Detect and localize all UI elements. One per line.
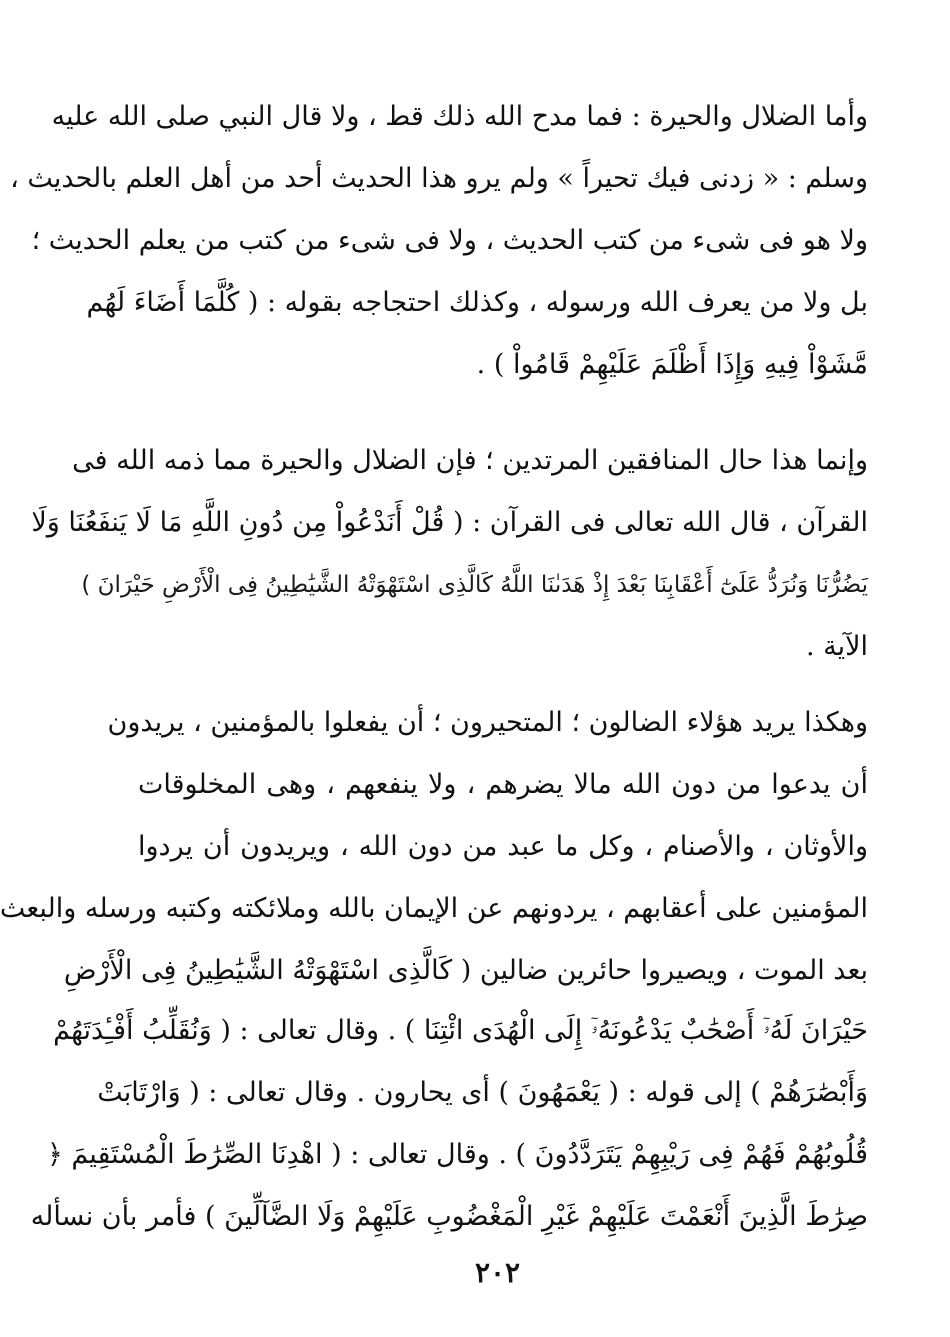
paragraph-1-line-1: وأما الضلال والحيرة : فما مدح الله ذلك قط ، ولا قال النبي صلى الله عليه xyxy=(51,101,868,132)
paragraph-2-line-4: الآية . xyxy=(805,631,868,662)
paragraph-4-line-4: صِرَٰطَ الَّذِينَ أَنْعَمْتَ عَلَيْهِمْ غَيْرِ الْمَغْضُوبِ عَلَيْهِمْ وَلَا الضَّآلِّينَ ) فأمر بأن نسأله xyxy=(30,1201,868,1232)
paragraph-3-line-1: وهكذا يريد هؤلاء الضالون ؛ المتحيرون ؛ أن يفعلوا بالمؤمنين ، يريدون xyxy=(107,707,868,738)
paragraph-2-line-1: وإنما هذا حال المنافقين المرتدين ؛ فإن الضلال والحيرة مما ذمه الله فى xyxy=(72,445,868,476)
paragraph-3-line-4: المؤمنين على أعقابهم ، يردونهم عن الإيمان بالله وملائكته وكتبه ورسله والبعث xyxy=(0,893,868,924)
paragraph-1-line-3: ولا هو فى شىء من كتب الحديث ، ولا فى شىء من كتب من يعلم الحديث ؛ xyxy=(31,225,868,256)
page-number: ٢٠٢ xyxy=(474,1256,521,1289)
paragraph-2-line-2: القرآن ، قال الله تعالى فى القرآن : ( قُلْ أَنَدْعُواْ مِن دُونِ اللَّهِ مَا لَا يَنفَعُنَا وَلَا xyxy=(31,507,868,538)
paragraph-1 xyxy=(10,86,868,396)
paragraph-3-line-2: أن يدعوا من دون الله مالا يضرهم ، ولا ينفعهم ، وهى المخلوقات xyxy=(138,769,868,800)
paragraph-1-line-5: مَّشَوْاْ فِيهِ وَإِذَا أَظْلَمَ عَلَيْهِمْ قَامُواْ ) . xyxy=(476,349,868,380)
paragraph-3-line-5: بعد الموت ، ويصيروا حائرين ضالين ( كَالَّذِى اسْتَهْوَتْهُ الشَّيَٰطِينُ فِى الْأَرْضِ xyxy=(63,955,868,986)
paragraph-1-line-2: وسلم : « زدنى فيك تحيراً » ولم يرو هذا الحديث أحد من أهل العلم بالحديث ، xyxy=(10,163,868,194)
paragraph-4 xyxy=(30,1000,868,1248)
paragraph-3 xyxy=(0,692,868,1002)
paragraph-2 xyxy=(31,430,868,678)
paragraph-1-line-4: بل ولا من يعرف الله ورسوله ، وكذلك احتجاجه بقوله : ( كُلَّمَا أَضَاءَ لَهُم xyxy=(86,287,868,318)
paragraph-3-line-3: والأوثان ، والأصنام ، وكل ما عبد من دون الله ، ويريدون أن يردوا xyxy=(138,831,868,862)
paragraph-4-line-2: وَأَبْصَٰرَهُمْ ) إلى قوله : ( يَعْمَهُونَ ) أى يحارون . وقال تعالى : ( وَارْتَابَتْ xyxy=(97,1077,868,1108)
paragraph-4-line-1: حَيْرَانَ لَهُۥٓ أَصْحَٰبٌ يَدْعُونَهُۥٓ إِلَى الْهُدَى ائْتِنَا ) . وقال تعالى : ( وَنُقَلِّبُ أَفْـِٔدَتَهُمْ xyxy=(53,1015,868,1046)
paragraph-4-line-3: قُلُوبُهُمْ فَهُمْ فِى رَيْبِهِمْ يَتَرَدَّدُونَ ) . وقال تعالى : ( اهْدِنَا الصِّرَٰطَ الْمُسْتَقِيمَ ﴿ xyxy=(46,1139,868,1170)
paragraph-2-line-3: يَضُرُّنَا وَنُرَدُّ عَلَىٰٓ أَعْقَابِنَا بَعْدَ إِذْ هَدَىٰنَا اللَّهُ كَالَّذِى اسْتَهْوَتْهُ الشَّيَٰطِينُ فِى الْأَرْضِ حَيْرَانَ ) xyxy=(81,572,868,598)
